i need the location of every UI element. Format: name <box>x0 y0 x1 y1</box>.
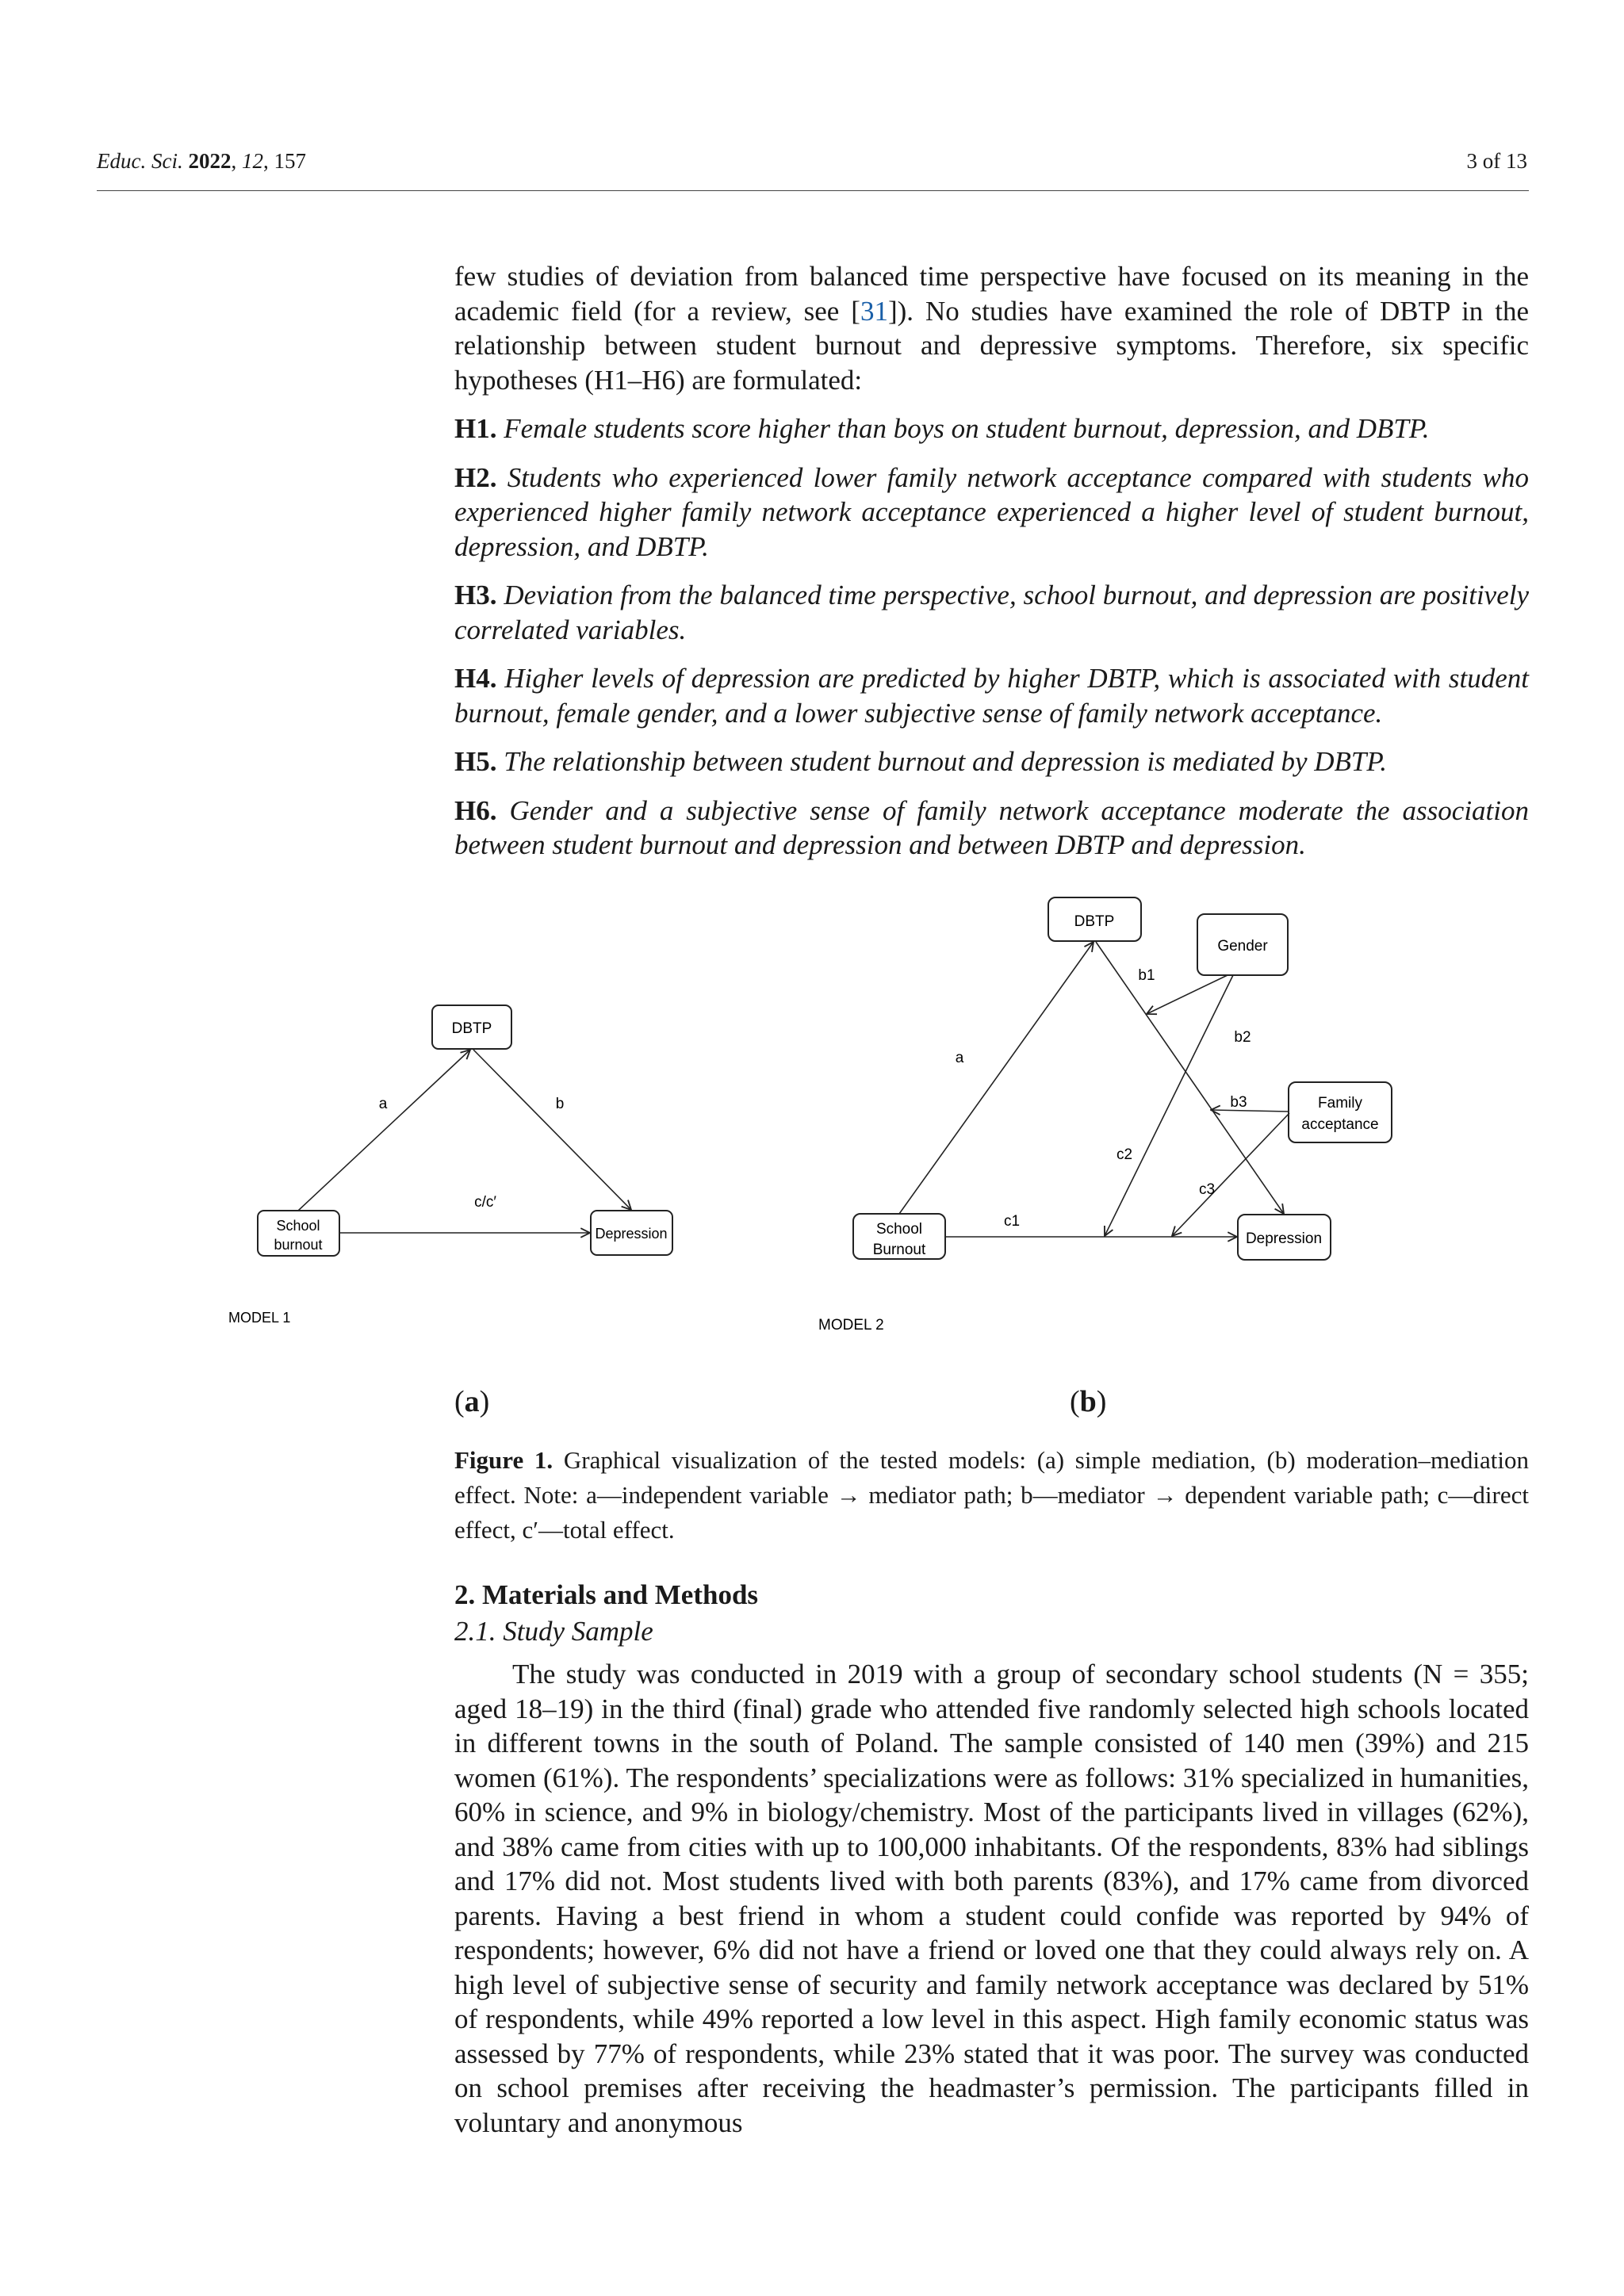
subsection-title: 2.1. Study Sample <box>454 1616 653 1647</box>
m1-label-a: a <box>378 1096 388 1112</box>
journal-name: Educ. Sci. <box>97 149 183 173</box>
figure-1-diagram <box>0 880 1624 1387</box>
m2-label-b2: b2 <box>1234 1029 1251 1046</box>
hypothesis-h5: H5. The relationship between student burnout and depression is mediated by DBTP. <box>454 746 1387 777</box>
study-sample-paragraph: The study was conducted in 2019 with a group of secondary school students (N = 355; aged 18–19) in the third (final) grade who attended five randomly selected high schools located in different towns in the south of Poland. The sample consisted of 140 men (39%) and 215 women (61%). The respondents’ specializations were as follows: 31% specialized in humanities, 60% in science, and 9% in biology/chemistry. Most of the participants lived in villages (62%), and 38% came from cities with up to 100,000 inhabitants. Of the respondents, 83% had siblings and 17% did not. Most students lived with both parents (83%), and 17% came from divorced parents. Having a best friend in whom a student could confide was reported by 94% of respondents; however, 6% did not have a friend or loved one that they could always rely on. A high level of subjective sense of security and family network acceptance was declared by 51% of respondents, while 49% reported a low level in this aspect. High family economic status was assessed by 77% of respondents, while 23% stated that it was poor. The survey was conducted on school premises after receiving the headmaster’s permission. The participants filled in voluntary and anonymous <box>454 1659 1529 2138</box>
m2-path-a <box>899 942 1094 1214</box>
hypothesis-h1: H1. Female students score higher than boys on student burnout, depression, and DBTP. <box>454 413 1430 444</box>
m2-label-c1: c1 <box>1003 1213 1021 1230</box>
intro-section <box>454 259 1529 863</box>
m1-school-label-1: School <box>276 1218 320 1234</box>
article-number: 157 <box>274 149 306 173</box>
panel-label-b: (b) <box>1070 1385 1107 1418</box>
figure-caption <box>454 1443 1529 1548</box>
hypothesis-h2: H2. Students who experienced lower family network acceptance compared with students who experienced higher family network acceptance experienced a higher level of student burnout, depression, and DBTP. <box>454 461 1530 562</box>
m1-dbtp-label: DBTP <box>451 1020 492 1037</box>
model-1 <box>228 1005 672 1326</box>
m2-school-label-2: Burnout <box>872 1242 926 1258</box>
journal-volume: 12 <box>241 149 263 173</box>
m1-label-c: c/c′ <box>474 1194 496 1211</box>
figure-caption-label: Figure 1. <box>454 1446 553 1474</box>
section-title: 2. Materials and Methods <box>454 1579 759 1610</box>
m2-family-label-1: Family <box>1318 1095 1362 1112</box>
study-sample-section <box>454 1657 1529 2140</box>
m2-label-b1: b1 <box>1138 967 1155 984</box>
hypothesis-h6: H6. Gender and a subjective sense of family network acceptance moderate the association between student burnout and depression and between DBTP and depression. <box>454 794 1530 860</box>
m2-label-c3: c3 <box>1198 1181 1216 1198</box>
panel-label-a: (a) <box>454 1385 490 1418</box>
m1-label-b: b <box>555 1096 565 1112</box>
m2-family-label-2: acceptance <box>1301 1116 1379 1133</box>
m2-label-c2: c2 <box>1116 1146 1133 1163</box>
hypothesis-h3: H3. Deviation from the balanced time perspective, school burnout, and depression are positively correlated variables. <box>454 580 1529 645</box>
figure-caption-text: Graphical visualization of the tested models: (a) simple mediation, (b) moderation–mediation effect. Note: a—independent variable → mediator path; b—mediator → dependent variable path; c—direct effect, c′—total effect. <box>454 1446 1530 1544</box>
page-number: 3 of 13 <box>1466 149 1527 173</box>
m2-path-b3 <box>1211 1110 1289 1112</box>
header-rule <box>97 190 1529 191</box>
m2-node-family-acceptance <box>1289 1082 1392 1142</box>
m2-dbtp-label: DBTP <box>1074 913 1115 930</box>
running-header: Educ. Sci. 2022, 12, 157 <box>97 149 306 173</box>
journal-year: 2022 <box>188 149 232 173</box>
hypothesis-h4: H4. Higher levels of depression are predicted by higher DBTP, which is associated with student burnout, female gender, and a lower subjective sense of family network acceptance. <box>454 663 1529 729</box>
m2-path-b1-b2 <box>1147 975 1228 1014</box>
m2-caption: MODEL 2 <box>818 1317 884 1334</box>
intro-paragraph: few studies of deviation from balanced time perspective have focused on its meaning in the academic field (for a review, see [31]). No studies have examined the role of DBTP in the relationship between student burnout and depressive symptoms. Therefore, six specific hypotheses (H1–H6) are formulated: <box>454 261 1529 396</box>
m1-caption: MODEL 1 <box>228 1310 291 1326</box>
m1-path-a <box>298 1050 470 1211</box>
m2-label-a: a <box>955 1050 964 1066</box>
m2-school-label-1: School <box>875 1221 923 1238</box>
m2-label-b3: b3 <box>1230 1094 1247 1111</box>
m1-path-b <box>473 1050 631 1210</box>
m2-gender-label: Gender <box>1217 938 1268 955</box>
citation-link[interactable]: 31 <box>860 295 888 327</box>
m1-school-label-2: burnout <box>274 1237 323 1253</box>
m2-path-b <box>1096 942 1284 1214</box>
m2-depression-label: Depression <box>1245 1230 1323 1247</box>
model-2 <box>818 897 1392 1334</box>
m1-depression-label: Depression <box>595 1226 668 1242</box>
